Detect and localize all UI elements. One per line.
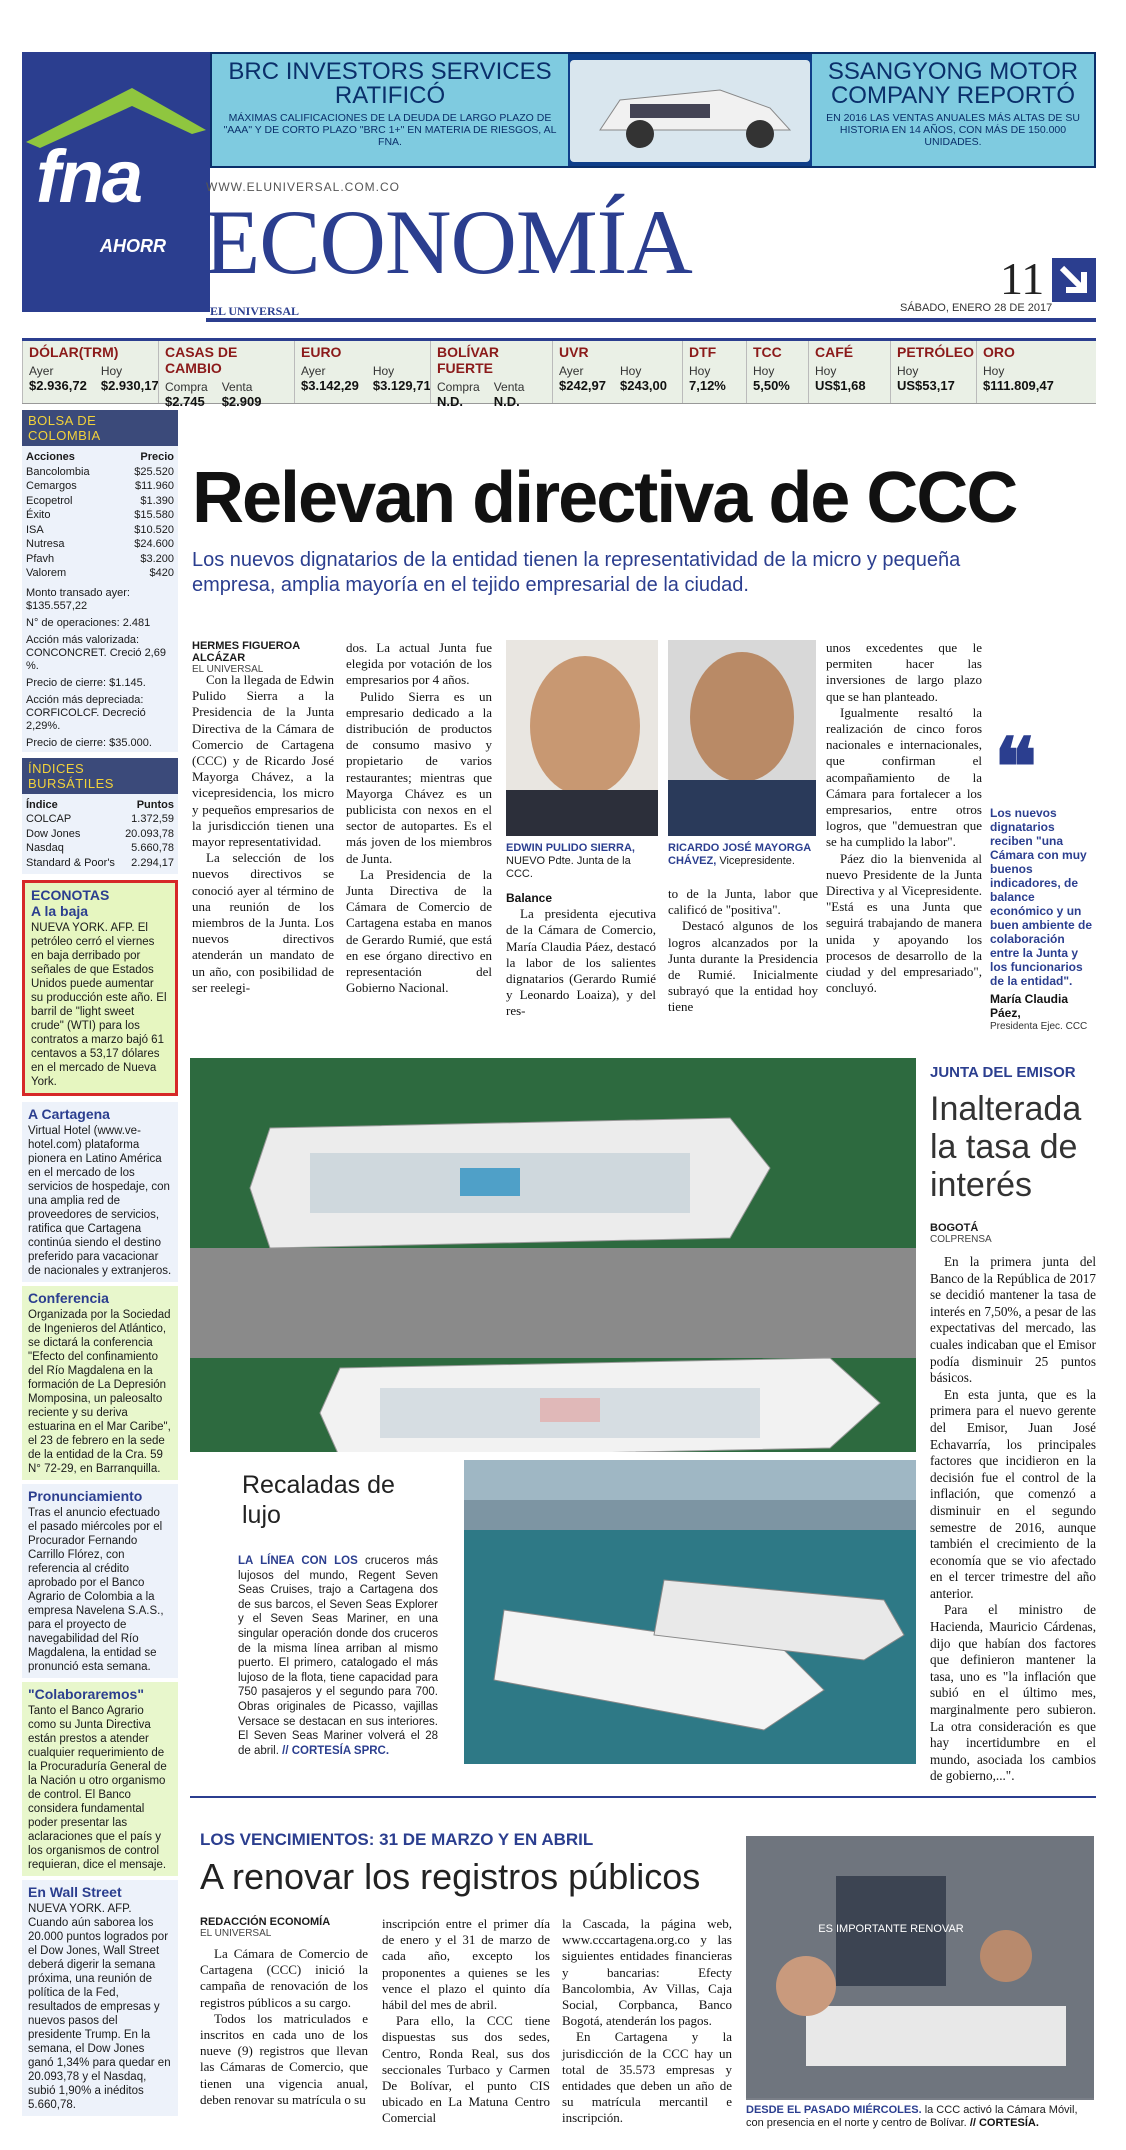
ticker-name: CAFÉ: [815, 344, 854, 360]
page-number: 11: [1000, 253, 1045, 304]
row-value: 20.093,78: [125, 827, 174, 840]
paragraph: dos. La actual Junta fue elegida por votación de los empresarios por 4 años.: [346, 640, 492, 688]
emisor-headline: Inalterada la tasa de interés: [930, 1090, 1082, 1204]
ticker-item: [158, 341, 294, 409]
registros-byline-block: [200, 1916, 330, 1939]
ticker-item: [808, 341, 890, 403]
caption-body: la CCC activó la Cámara Móvil, con presencia en el norte y centro de Bolívar.: [746, 2104, 1078, 2129]
ticker-name: DTF: [689, 344, 717, 360]
econotas-sidebar: [22, 410, 178, 2110]
row-value: $1.390: [140, 494, 174, 507]
market-note: Precio de cierre: $35.000.: [22, 735, 178, 752]
ticker-label: Ayer: [559, 364, 584, 378]
ticker-label: Hoy: [100, 364, 123, 378]
caption-name: EDWIN PULIDO SIERRA,: [506, 842, 635, 854]
ticker-label: Ayer: [29, 364, 54, 378]
ticker-name: UVR: [559, 344, 589, 360]
banner-left-body: MÁXIMAS CALIFICACIONES DE LA DEUDA DE LARGO PLAZO DE "AAA" Y DE CORTO PLAZO "BRC 1+" EN MATERIA DE RIESGOS, AL FNA.: [223, 112, 557, 148]
paragraph: Páez dio la bienvenida al nuevo Presidente de la Junta Directiva y al Vicepresidente. "Está es una Junta que seguirá trabajando de manera unida y apoyando los procesos de desarrollo de la ciudad y del empresariado", concluyó.: [826, 850, 982, 996]
market-note: N° de operaciones: 2.481: [22, 615, 178, 632]
row-label: Bancolombia: [26, 465, 90, 478]
paragraph: Pulido Sierra es un empresario dedicado a la distribución de productos de consumo masivo y propietario de varios restaurantes; mientras que Mayorga Chávez es un publicista con nexos en el sector de autopartes. Es el más joven de los miembros de Junta.: [346, 688, 492, 866]
ticker-value: $243,00: [620, 378, 667, 393]
dateline: BOGOTÁ: [930, 1222, 979, 1234]
ticker-item: [552, 341, 682, 403]
caption-role: NUEVO Pdte. Junta de la CCC.: [506, 855, 631, 880]
ticker-item: [682, 341, 746, 403]
banner-right-title: SSANGYONG MOTOR COMPANY REPORTÓ: [827, 58, 1079, 109]
stock-row: [26, 508, 174, 523]
byline: REDACCIÓN ECONOMÍA: [200, 1916, 331, 1928]
note-a-cartagena: [22, 1102, 178, 1282]
ticker-label: Compra: [165, 380, 208, 394]
note-title: Pronunciamiento: [28, 1488, 143, 1504]
index-row: [26, 827, 174, 842]
ticker-value: $111.809,47: [983, 378, 1054, 393]
row-label: Cemargos: [26, 480, 77, 492]
caption-credit: // CORTESÍA.: [969, 2117, 1039, 2129]
paragraph: En Cartagena y la jurisdicción de la CCC hay un total de 35.573 empresas y entidades que deben un año de su matrícula mercantil e inscripción.: [562, 2029, 732, 2126]
caption-lead: DESDE EL PASADO MIÉRCOLES.: [746, 2104, 922, 2116]
note-text: NUEVA YORK. AFP. Cuando aún saborea los 20.000 puntos logrados por el Dow Jones, Wall Street deberá digerir la semana próxima, una reunión de política de la Fed, resultados de empresas y nuevos pasos del presidente Trump. En la semana, el Dow Jones ganó 1,34% para quedar en 20.093,78 y el Nasdaq, subió 1,90% a inéditos 5.660,78.: [28, 1903, 171, 2111]
note-title: "Colaboraremos": [28, 1686, 144, 1702]
ticker-value: US$1,68: [815, 378, 866, 393]
ship-city-image: [464, 1460, 916, 1764]
ticker-label: Hoy: [620, 364, 642, 378]
ticker-value: $3.129,71: [372, 378, 431, 393]
paragraph: La Presidencia de la Junta Directiva de la Cámara de Comercio de Cartagena estaba en manos de Gerardo Rumié, que está en ese órgano directivo en representación del Gobierno Nacional.: [346, 866, 492, 996]
paragraph: Para el ministro de Hacienda, Mauricio Cárdenas, dijo que habían dos factores que definieron mantener la tasa, uno es "la inflación que subió en el último mes, marginalmente pero subieron. La otra consideración es que hay incertidumbre en el mundo, asociada los cambios de gobierno,...".: [930, 1602, 1096, 1784]
ticker-value: $2.936,72: [29, 378, 87, 393]
fna-tagline: AHORR: [100, 236, 166, 256]
paper-name: EL UNIVERSAL: [210, 304, 300, 318]
bolsa-table: [22, 446, 178, 585]
quote-author: María Claudia Páez,: [990, 992, 1069, 1020]
section-rule: [190, 1796, 1096, 1798]
ticker-name: ORO: [983, 344, 1015, 360]
caption-lead: LA LÍNEA CON LOS: [238, 1555, 358, 1567]
stock-row: [26, 465, 174, 480]
row-value: $11.960: [135, 480, 174, 492]
ticker-value: $2.745: [165, 394, 205, 409]
registros-headline: A renovar los registros públicos: [200, 1856, 701, 1897]
ships-caption-box: [190, 1452, 456, 1764]
row-label: Dow Jones: [26, 827, 81, 840]
note-text: Tras el anuncio efectuado el pasado miércoles por el Procurador Fernando Carrillo Flórez, con referencia al crédito aprobado por el Banco Agrario de Colombia a la empresa Navelena S.A.S., para el proyecto de navegabilidad del Río Magdalena, la entidad se pronunció esta semana.: [28, 1507, 164, 1673]
caption-ricardo: [668, 842, 816, 868]
ticker-label: Hoy: [689, 364, 711, 378]
paragraph: En la primera junta del Banco de la República de 2017 se decidió mantener la tasa de interés en 7,50%, a pesar de las expectativas del mercado, las cuales indicaban que el Emisor podía disminuir 25 puntos básicos.: [930, 1254, 1096, 1386]
ships-title: Recaladas de lujo: [242, 1471, 395, 1529]
market-note: Precio de cierre: $1.145.: [22, 675, 178, 692]
ticker-label: Hoy: [897, 364, 919, 378]
row-label: Ecopetrol: [26, 494, 73, 507]
indices-table: [22, 794, 178, 875]
agency: EL UNIVERSAL: [200, 1928, 272, 1939]
agency: EL UNIVERSAL: [192, 664, 264, 675]
subhead: Balance: [506, 891, 553, 905]
row-label: Standard & Poor's: [26, 856, 115, 869]
ticker-value: N.D.: [437, 394, 463, 409]
photo-edwin-pulido: [506, 640, 658, 836]
section-title: ECONOMÍA: [204, 191, 692, 293]
index-row: [26, 812, 174, 827]
registros-col-3: [562, 1916, 732, 2127]
ticker-item: [294, 341, 430, 403]
ticker-value: $2.930,17: [100, 378, 159, 393]
row-value: 2.294,17: [131, 856, 174, 869]
row-value: $25.520: [134, 465, 174, 478]
ticker-name: BOLÍVAR FUERTE: [437, 344, 499, 376]
row-label: Éxito: [26, 509, 51, 521]
stock-row: [26, 552, 174, 567]
paragraph: to de la Junta, labor que calificó de "positiva".: [668, 886, 818, 918]
car-image: [570, 60, 810, 162]
banner-left-title: BRC INVESTORS SERVICES RATIFICÓ: [228, 58, 552, 109]
ticker-name: EURO: [301, 344, 342, 360]
bolsa-notes: [22, 585, 178, 752]
ticker-item: [890, 341, 976, 403]
agency: COLPRENSA: [930, 1234, 992, 1245]
bolsa-title: BOLSA DE COLOMBIA: [22, 410, 178, 446]
ticker-value: $2.909: [221, 394, 262, 409]
econotas-box: [22, 880, 178, 1096]
note-title: A Cartagena: [28, 1106, 110, 1122]
row-value: $420: [149, 567, 174, 579]
photo-ricardo-mayorga: [668, 640, 816, 836]
caption-body: cruceros más lujosos del mundo, Regent Seven Seas Cruises, trajo a Cartagena dos de sus barcos, el Seven Seas Explorer y el Seven Seas Mariner, en una singular operación donde dos cruceros de la misma línea arriban al mismo puerto. El primero, catalogado el más lujoso de la flota, tiene capacidad para 750 pasajeros y el segundo para 700. Obras originales de Picasso, vajillas Versace se destacan en sus interiores. El Seven Seas Mariner volverá el 28 de abril.: [238, 1555, 438, 1757]
quote-text: Los nuevos dignatarios reciben "una Cámara con muy buenos indicadores, de balance económico y un buen ambiente de colaboración entre la Junta y los funcionarios de la entidad".: [990, 806, 1093, 988]
ticker-item: [746, 341, 808, 403]
stock-row: [26, 537, 174, 552]
econotas-title: ECONOTAS: [31, 887, 110, 903]
emisor-dateline-block: [930, 1222, 992, 1245]
row-label: Nasdaq: [26, 842, 64, 854]
ticker-label: Venta: [493, 380, 525, 394]
market-ticker: [22, 338, 1096, 409]
top-banner-ad[interactable]: [210, 52, 1096, 168]
banner-right: [812, 54, 1094, 166]
ticker-label: Hoy: [815, 364, 837, 378]
quote-marks-icon: ❝: [994, 723, 1038, 812]
article-col-3: [506, 886, 656, 1020]
note-conferencia: [22, 1286, 178, 1480]
ticker-label: Hoy: [372, 364, 395, 378]
paragraph: La Cámara de Comercio de Cartagena (CCC) inició la campaña de renovación de los registros públicos a su cargo.: [200, 1946, 368, 2010]
market-note: Acción más valorizada: CONCONCRET. Creció 2,69 %.: [22, 632, 178, 675]
paragraph: Igualmente resaltó la realización de cinco foros nacionales e internacionales, que confirman el acompañamiento de la Cámara para fortalecer a los empresarios, entre otros logros, que "demuestran que se ha cumplido la labor".: [826, 704, 982, 850]
stock-row: [26, 494, 174, 509]
column-header: Precio: [140, 451, 174, 463]
banner-left: [212, 54, 568, 166]
ticker-label: Venta: [221, 380, 253, 394]
emisor-body: [930, 1254, 1096, 1785]
row-value: $15.580: [134, 509, 174, 521]
caption-role: Vicepresidente.: [719, 855, 795, 867]
suv-icon: [570, 60, 810, 162]
market-note: Monto transado ayer: $135.557,22: [22, 585, 178, 615]
paragraph: inscripción entre el primer día de enero y el 31 de marzo de cada año, excepto los proponentes a quienes se les vence el plazo el quinto día hábil del mes de abril.: [382, 1916, 550, 2013]
banner-right-body: EN 2016 LAS VENTAS ANUALES MÁS ALTAS DE SU HISTORIA EN 14 AÑOS, CON MÁS DE 150.000 UNIDADES.: [826, 112, 1080, 148]
caption-name: RICARDO JOSÉ MAYORGA CHÁVEZ,: [668, 842, 811, 867]
note-pronunciamiento: [22, 1484, 178, 1678]
fna-logo: fna: [36, 135, 141, 218]
ticker-name: PETRÓLEO: [897, 344, 975, 360]
caption-credit: // CORTESÍA SPRC.: [282, 1744, 390, 1757]
note-text: NUEVA YORK. AFP. El petróleo cerró el viernes en baja derribado por señales de que Estados Unidos puede aumentar su producción este año. El barril de "light sweet crude" (WTI) para los contratos a marzo bajó 61 centavos a 53,17 dólares en el mercado de Nueva York.: [31, 922, 167, 1088]
note-title: Conferencia: [28, 1290, 109, 1306]
quote-role: Presidenta Ejec. CCC: [990, 1021, 1088, 1032]
site-url[interactable]: WWW.ELUNIVERSAL.COM.CO: [206, 180, 401, 194]
registros-col-2: [382, 1916, 550, 2127]
paragraph: En esta junta, que es la primera para el nuevo gerente del Emisor, Juan José Echavarría, los principales factores que incidieron en la decisión fue el control de la inflación, que comenzó a disminuir en el segundo semestre de 2016, aunque también el crecimiento de la economía que se vio afectado en el tercer trimestre del año anterior.: [930, 1386, 1096, 1601]
issue-date: SÁBADO, ENERO 28 DE 2017: [900, 302, 1053, 314]
index-row: [26, 856, 174, 871]
stock-row: [26, 479, 174, 494]
camara-movil-image: [746, 1836, 1094, 2098]
paragraph: unos excedentes que le permiten hacer las inversiones de largo plazo que se han planteado.: [826, 640, 982, 704]
emisor-kicker: JUNTA DEL EMISOR: [930, 1064, 1076, 1081]
note-colaboraremos: [22, 1682, 178, 1876]
column-header: Puntos: [136, 798, 174, 811]
main-headline: Relevan directiva de CCC: [192, 458, 1017, 538]
ticker-item: [976, 341, 1126, 403]
byline-block: [192, 640, 332, 675]
row-label: ISA: [26, 523, 44, 536]
ship-docked-photo: [456, 1452, 916, 1764]
row-label: COLCAP: [26, 813, 72, 825]
ticker-label: Hoy: [753, 364, 775, 378]
ticker-item: [22, 341, 158, 403]
note-text: Organizada por la Sociedad de Ingenieros del Atlántico, se dictará la conferencia "Efecto del confinamiento del Río Magdalena en la formación de La Depresión Momposina, un paleosalto reciente y su deriva estuarina en el Mar Caribe", el 23 de febrero en la sede de la entidad de la Cra. 59 N° 72-29, en Barranquilla.: [28, 1309, 171, 1475]
article-col-2: [346, 640, 492, 996]
paragraph: la Cascada, la página web, www.cccartagena.org.co y las siguientes entidades financieras y bancarias: Efecty Bancolombia, Av Villas, Caja Social, Corpbanca, Banco Bogotá, atenderán los pagos.: [562, 1916, 732, 2029]
ticker-name: TCC: [753, 344, 782, 360]
note-wall-street: [22, 1880, 178, 2116]
ticker-value: 7,12%: [689, 378, 726, 393]
ticker-label: Compra: [437, 380, 480, 394]
paragraph: La selección de los nuevos directivos se conoció ayer al término de una reunión de los miembros de la Junta. Los nuevos directivos atenderán un mandato de un año, con posibilidad de ser reelegi-: [192, 850, 334, 995]
stock-row: [26, 566, 174, 581]
article-col-4: [668, 886, 818, 1016]
column-header: Índice: [26, 798, 58, 811]
camara-movil-photo: [746, 1836, 1094, 2136]
byline: HERMES FIGUEROA ALCÁZAR: [192, 640, 300, 664]
ticker-value: 5,50%: [753, 378, 790, 393]
registros-kicker: LOS VENCIMIENTOS: 31 DE MARZO Y EN ABRIL: [200, 1830, 594, 1849]
ticker-label: Hoy: [983, 364, 1005, 378]
portrait-icon: [690, 652, 794, 782]
row-value: $24.600: [134, 538, 174, 550]
column-header: Acciones: [26, 451, 75, 463]
ticker-value: N.D.: [493, 394, 520, 409]
market-note: Acción más depreciada: CORFICOLCF. Decreció 2,29%.: [22, 692, 178, 735]
ticker-label: Ayer: [301, 364, 326, 378]
note-title: En Wall Street: [28, 1884, 122, 1900]
ticker-item: [430, 341, 552, 409]
row-value: 1.372,59: [131, 813, 174, 825]
registros-col-1: [200, 1946, 368, 2108]
arrow-down-right-icon: [1052, 258, 1096, 302]
paragraph: Destacó algunos de los logros alcanzados por la Junta durante la Presidencia de Rumié. Inicialmente subrayó que la entidad hoy tiene: [668, 918, 818, 1015]
ticker-value: $242,97: [559, 378, 606, 393]
ships-caption: [238, 1554, 438, 1758]
indices-title: ÍNDICES BURSÁTILES: [22, 758, 178, 794]
paragraph: Para ello, la CCC tiene dispuestas sus dos sedes, Centro, Ronda Real, sus dos seccionales Turbaco y Carmen De Bolívar, el punto CIS ubicado en La Matuna Centro Comercial: [382, 2013, 550, 2126]
caption-edwin: [506, 842, 658, 881]
main-deck: Los nuevos dignatarios de la entidad tienen la representatividad de la micro y pequeña empresa, amplia mayoría en el tejido empresarial de la ciudad.: [192, 549, 961, 596]
table-header: [26, 798, 174, 813]
row-value: $3.200: [140, 552, 174, 565]
row-label: Pfavh: [26, 552, 55, 565]
row-value: $10.520: [134, 523, 174, 536]
note-title: A la baja: [31, 903, 89, 919]
photo-sign: ES IMPORTANTE RENOVAR: [818, 1923, 964, 1935]
table-header: [26, 450, 174, 465]
ticker-value: US$53,17: [897, 378, 955, 393]
pull-quote: [990, 806, 1094, 1034]
ticker-value: $3.142,29: [301, 378, 359, 393]
paragraph: La presidenta ejecutiva de la Cámara de Comercio, María Claudia Páez, destacó la labor de los salientes dignatarios (Gerardo Rumié y Leonardo Loaiza), y del res-: [506, 906, 656, 1019]
ticker-name: CASAS DE CAMBIO: [165, 344, 238, 376]
ticker-name: DÓLAR(TRM): [29, 344, 119, 360]
stock-row: [26, 523, 174, 538]
paragraph: Todos los matriculados e inscritos en cada uno de los nueve (9) registros que llevan las Cámaras de Comercio, que tienen una vigencia anual, deben renovar su matrícula o su: [200, 2010, 368, 2107]
note-text: Virtual Hotel (www.ve-hotel.com) plataforma pionera en Latino América en el mercado de los servicios de hospedaje, con una amplia red de proveedores de servicios, ratifica que Cartagena continúa siendo el destino preferido para vacacionar de nacionales y extranjeros.: [28, 1125, 172, 1277]
note-text: Tanto el Banco Agrario como su Junta Directiva están prestos a atender cualquier requerimiento de la Procuraduría General de la Nación u otro organismo de control. El Banco considera fundamental poder presentar las aclaraciones que el país y los organismos de control requieran, dice el mensaje.: [28, 1705, 167, 1871]
masthead-rule: [206, 318, 1096, 322]
row-label: Valorem: [26, 567, 67, 579]
paragraph: Con la llegada de Edwin Pulido Sierra a la Presidencia de la Junta Directiva de la Cámara de Comercio de Cartagena (CCC) y de Ricardo José Mayorga Chávez, a la vicepresidencia, los micro y pequeños empresarios de la jurisdicción tienen una mayor representatividad.: [192, 672, 334, 850]
portrait-icon: [530, 656, 640, 796]
camara-movil-caption: [746, 2100, 1094, 2136]
index-row: [26, 841, 174, 856]
article-col-5: [826, 640, 982, 996]
row-label: Nutresa: [26, 538, 65, 550]
row-value: 5.660,78: [131, 842, 174, 854]
article-col-1: [192, 672, 334, 996]
